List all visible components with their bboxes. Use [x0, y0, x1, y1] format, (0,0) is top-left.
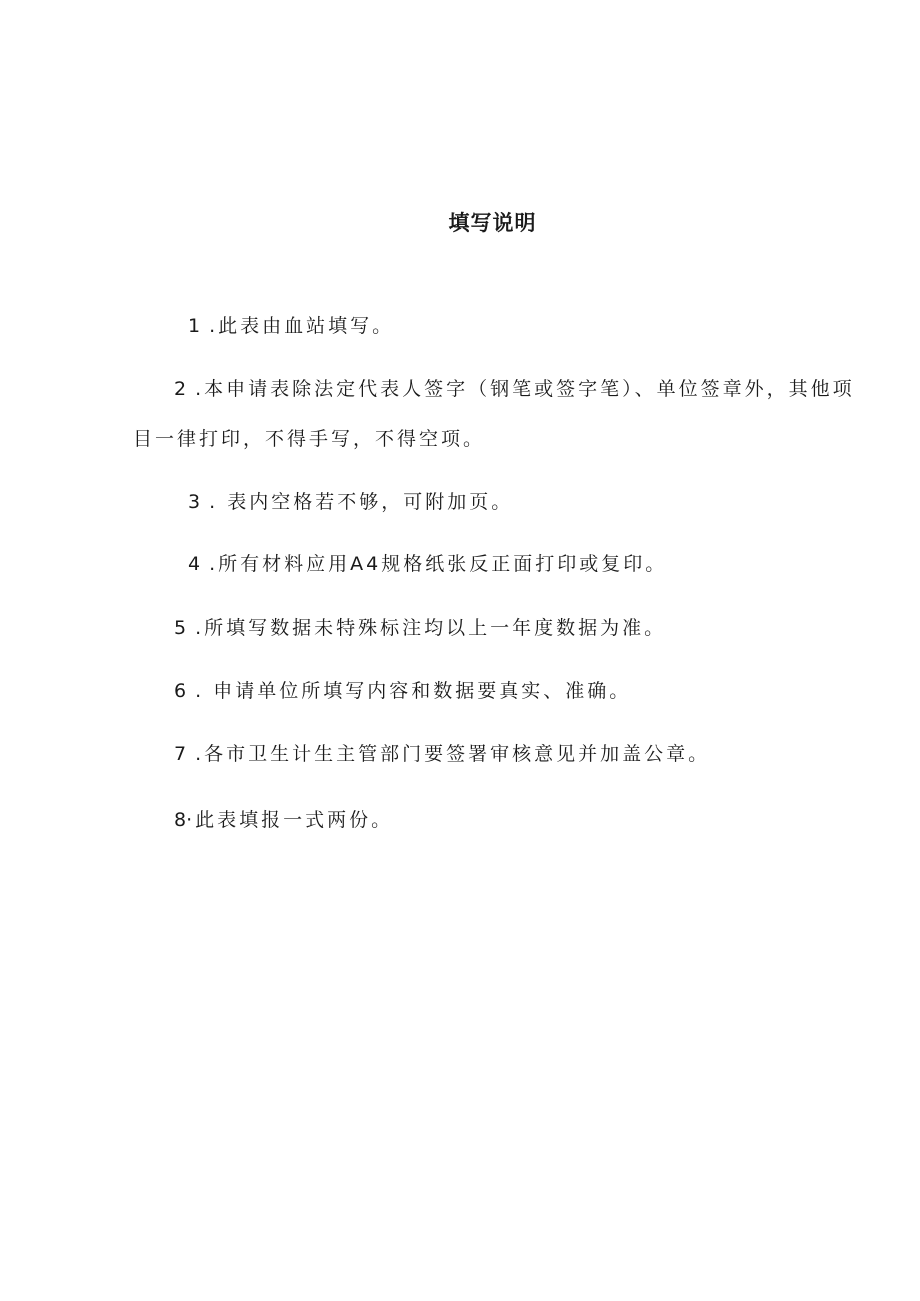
item-number: 1	[188, 315, 201, 337]
item-number: 7	[174, 743, 187, 765]
item-text: .所填写数据未特殊标注均以上一年度数据为准。	[186, 617, 667, 639]
item-number: 5	[174, 617, 187, 639]
item-number: 3	[188, 491, 201, 513]
item-text: . 表内空格若不够，可附加页。	[200, 491, 514, 513]
instruction-item-8	[174, 806, 393, 834]
instruction-item-1	[188, 312, 394, 340]
instruction-item-2	[174, 375, 855, 403]
page-title: 填写说明	[448, 211, 537, 235]
instruction-item-3	[188, 488, 513, 516]
item-text-continuation: 目一律打印，不得手写，不得空项。	[133, 428, 486, 450]
item-text: ·此表填报一式两份。	[186, 809, 394, 831]
instruction-item-2-continuation	[133, 425, 485, 453]
item-text: .本申请表除法定代表人签字（钢笔或签字笔）、单位签章外，其他项	[186, 378, 855, 400]
instruction-item-7	[174, 740, 710, 768]
item-text: .各市卫生计生主管部门要签署审核意见并加盖公章。	[186, 743, 711, 765]
item-text: .此表由血站填写。	[200, 315, 395, 337]
item-text: .所有材料应用A4规格纸张反正面打印或复印。	[200, 553, 668, 575]
instruction-item-6	[174, 677, 631, 705]
item-number: 6	[174, 680, 187, 702]
item-number: 8	[174, 809, 187, 831]
item-number: 4	[188, 553, 201, 575]
item-number: 2	[174, 378, 187, 400]
instruction-item-5	[174, 614, 666, 642]
instruction-item-4	[188, 550, 667, 578]
item-text: . 申请单位所填写内容和数据要真实、准确。	[186, 680, 632, 702]
